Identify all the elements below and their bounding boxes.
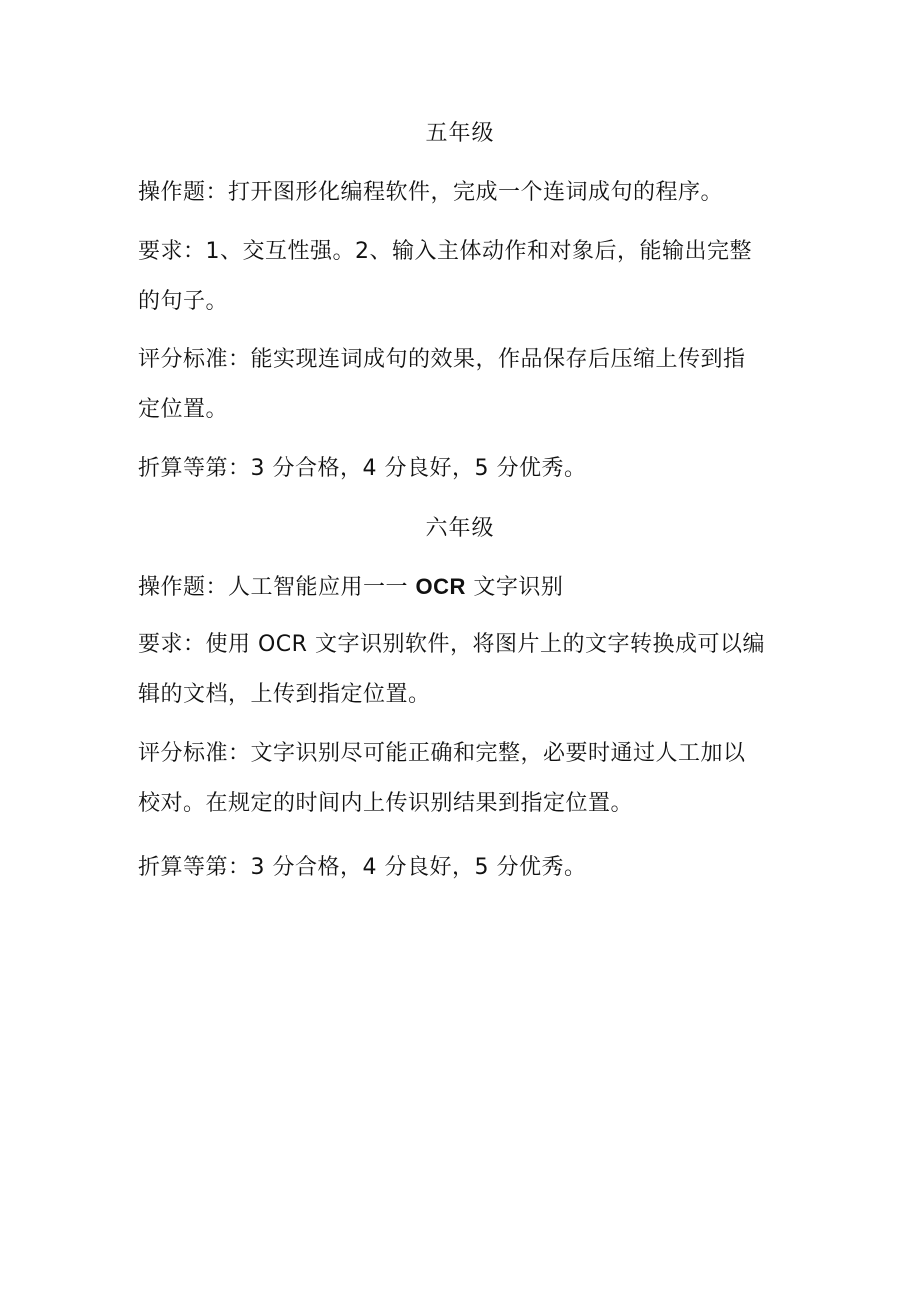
grade5-grading: [138, 444, 778, 494]
grade6-grading: [138, 843, 778, 893]
grade6-heading: 六年级: [425, 516, 495, 541]
grade5-grading-line: 折算等第：3 分合格，4 分良好，5 分优秀。: [138, 456, 587, 481]
grade5-task-line: 操作题：打开图形化编程软件，完成一个连词成句的程序。: [138, 180, 724, 205]
grade6-requirement-line2: 辑的文档，上传到指定位置。: [138, 682, 431, 707]
grade5-requirement-line2: 的句子。: [138, 289, 229, 314]
grade5-requirement: [138, 227, 778, 327]
grade6-task-ocr: OCR: [415, 574, 466, 599]
grade5-criteria-line1: 评分标准：能实现连词成句的效果，作品保存后压缩上传到指: [138, 347, 746, 372]
grade5-criteria: [138, 335, 778, 435]
grade6-grading-line: 折算等第：3 分合格，4 分良好，5 分优秀。: [138, 855, 587, 880]
grade6-task-prefix: 操作题：人工智能应用一一: [138, 575, 416, 600]
grade6-task-line: [138, 562, 778, 612]
grade5-heading: 五年级: [425, 121, 495, 146]
grade6-task: [138, 562, 778, 612]
grade6-criteria-line2: 校对。在规定的时间内上传识别结果到指定位置。: [138, 791, 634, 816]
grade6-criteria-line1: 评分标准：文字识别尽可能正确和完整，必要时通过人工加以: [138, 741, 746, 766]
grade5-task: [138, 168, 778, 218]
grade6-requirement: [138, 620, 778, 720]
grade6-task-suffix: 文字识别: [465, 575, 564, 600]
grade5-criteria-line2: 定位置。: [138, 397, 229, 422]
grade6-requirement-line1: 要求：使用 OCR 文字识别软件，将图片上的文字转换成可以编: [138, 632, 765, 657]
grade5-requirement-line1: 要求：1、交互性强。2、输入主体动作和对象后，能输出完整: [138, 239, 752, 264]
grade6-criteria: [138, 729, 778, 829]
